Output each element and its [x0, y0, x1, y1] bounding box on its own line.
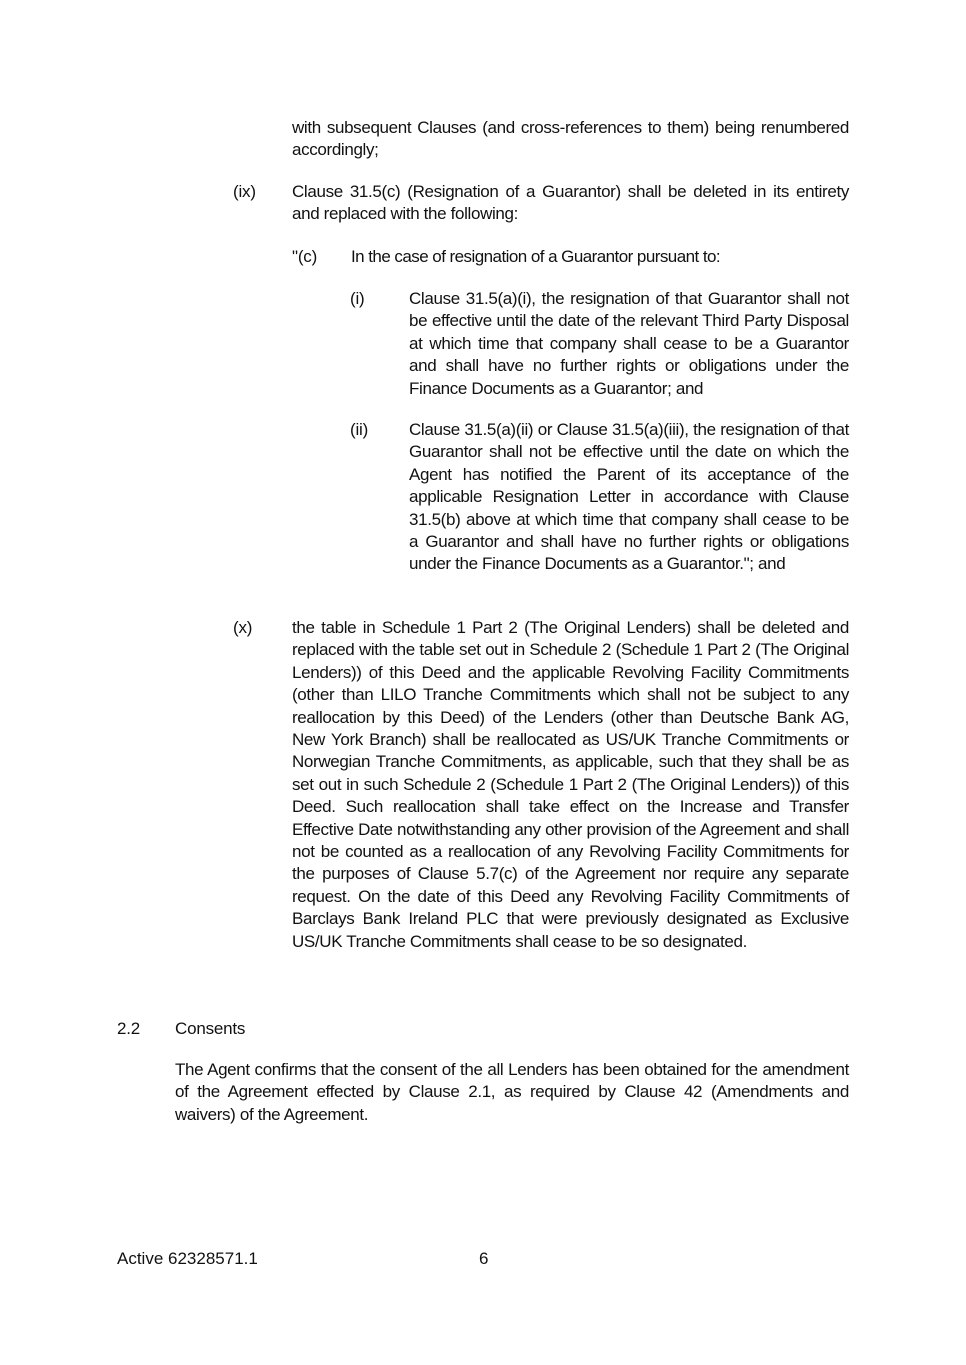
section-heading: Consents	[175, 1019, 246, 1038]
section-number: 2.2	[117, 1019, 141, 1038]
item-ix-paragraph: Clause 31.5(c) (Resignation of a Guarantor) shall be deleted in its entirety and replaced with the following:	[292, 182, 849, 224]
item-ix-label: (ix)	[233, 182, 256, 201]
continuation-paragraph: with subsequent Clauses (and cross-references to them) being renumbered accordingly;	[292, 118, 849, 160]
item-x-label: (x)	[233, 618, 253, 637]
section-2-2-paragraph: The Agent confirms that the consent of the all Lenders has been obtained for the amendment of the Agreement effected by Clause 2.1, as required by Clause 42 (Amendments and waivers) of the Agreement.	[175, 1060, 849, 1124]
sub-c-paragraph: In the case of resignation of a Guarantor pursuant to:	[351, 247, 721, 266]
sub-item-ii-paragraph: Clause 31.5(a)(ii) or Clause 31.5(a)(iii), the resignation of that Guarantor shall not be effective until the date on which the Agent has notified the Parent of its acceptance of the applicable Resignation Letter in accordance with Clause 31.5(b) above at which time that company shall cease to be a Guarantor and shall have no further rights or obligations under the Finance Documents as a Guarantor."; and	[409, 420, 849, 574]
footer-page-number: 6	[479, 1249, 489, 1268]
sub-item-i-label: (i)	[350, 289, 365, 308]
sub-c-label: "(c)	[292, 247, 318, 266]
item-x-paragraph: the table in Schedule 1 Part 2 (The Original Lenders) shall be deleted and replaced with the table set out in Schedule 2 (Schedule 1 Part 2 (The Original Lenders)) of this Deed and the applicable Revolving Facility Commitments (other than LILO Tranche Commitments which shall not be subject to any reallocation by this Deed) of the Lenders (other than Deutsche Bank AG, New York Branch) shall be reallocated as US/UK Tranche Commitments or Norwegian Tranche Commitments, as applicable, such that they shall be as set out in such Schedule 2 (Schedule 1 Part 2 (The Original Lenders)) of this Deed. Such reallocation shall take effect on the Increase and Transfer Effective Date notwithstanding any other provision of the Agreement and shall not be counted as a reallocation of any Revolving Facility Commitments for the purposes of Clause 5.7(c) of the Agreement nor require any separate request. On the date of this Deed any Revolving Facility Commitments of Barclays Bank Ireland PLC that were previously designated as Exclusive US/UK Tranche Commitments shall cease to be so designated.	[292, 618, 849, 951]
sub-item-ii-label: (ii)	[350, 420, 369, 439]
footer-doc-id: Active 62328571.1	[117, 1249, 258, 1268]
sub-item-i-paragraph: Clause 31.5(a)(i), the resignation of that Guarantor shall not be effective until the date of the relevant Third Party Disposal at which time that company shall cease to be a Guarantor and shall have no further rights or obligations under the Finance Documents as a Guarantor; and	[409, 289, 849, 398]
